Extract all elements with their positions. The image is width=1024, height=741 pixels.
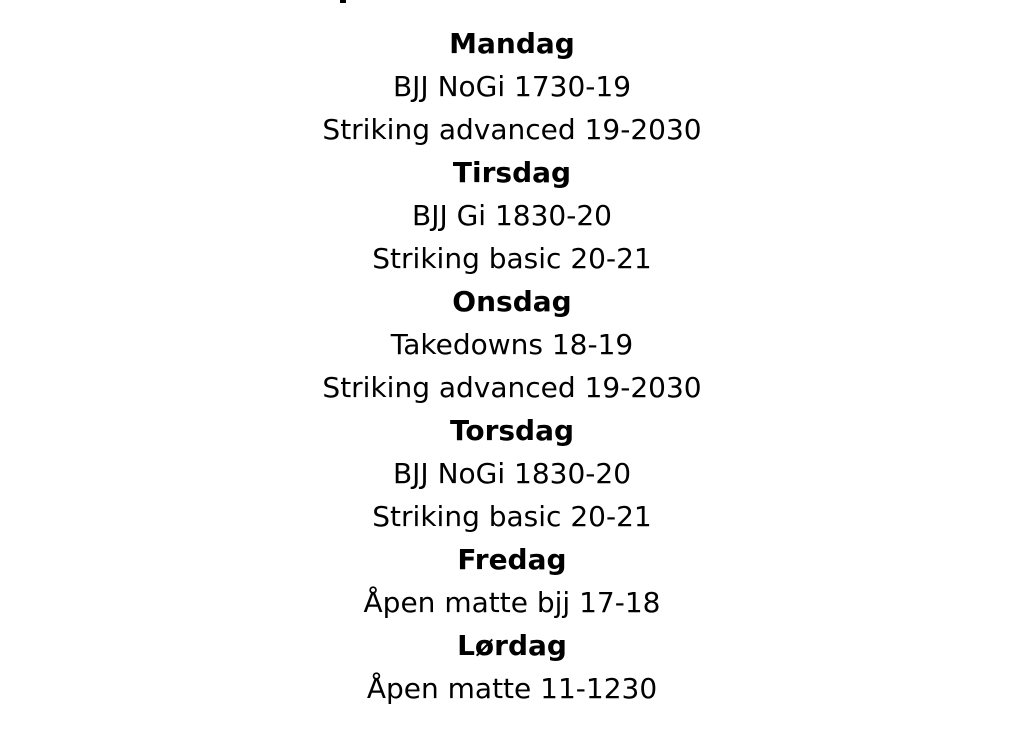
session-line: Striking advanced 19-2030 (322, 113, 702, 146)
day-heading: Lørdag (457, 629, 567, 662)
day-wednesday (322, 280, 701, 409)
session-line: Striking basic 20-21 (372, 242, 652, 275)
day-heading: Fredag (457, 543, 567, 576)
cropped-text-fragment (340, 0, 346, 3)
session-line: Striking advanced 19-2030 (322, 371, 702, 404)
day-saturday (367, 624, 657, 710)
session-line: Striking basic 20-21 (372, 500, 652, 533)
day-tuesday (372, 151, 651, 280)
day-thursday (372, 409, 651, 538)
weekly-schedule (0, 22, 1024, 710)
session-line: BJJ NoGi 1730-19 (392, 70, 632, 103)
session-line: Åpen matte 11-1230 (366, 672, 658, 705)
day-heading: Torsdag (449, 414, 575, 447)
day-heading: Onsdag (452, 285, 572, 318)
session-line: BJJ Gi 1830-20 (411, 199, 612, 232)
session-line: BJJ NoGi 1830-20 (392, 457, 632, 490)
day-heading: Tirsdag (452, 156, 572, 189)
session-line: Åpen matte bjj 17-18 (363, 586, 661, 619)
day-monday (322, 22, 701, 151)
session-line: Takedowns 18-19 (390, 328, 634, 361)
day-friday (364, 538, 661, 624)
day-heading: Mandag (449, 27, 575, 60)
